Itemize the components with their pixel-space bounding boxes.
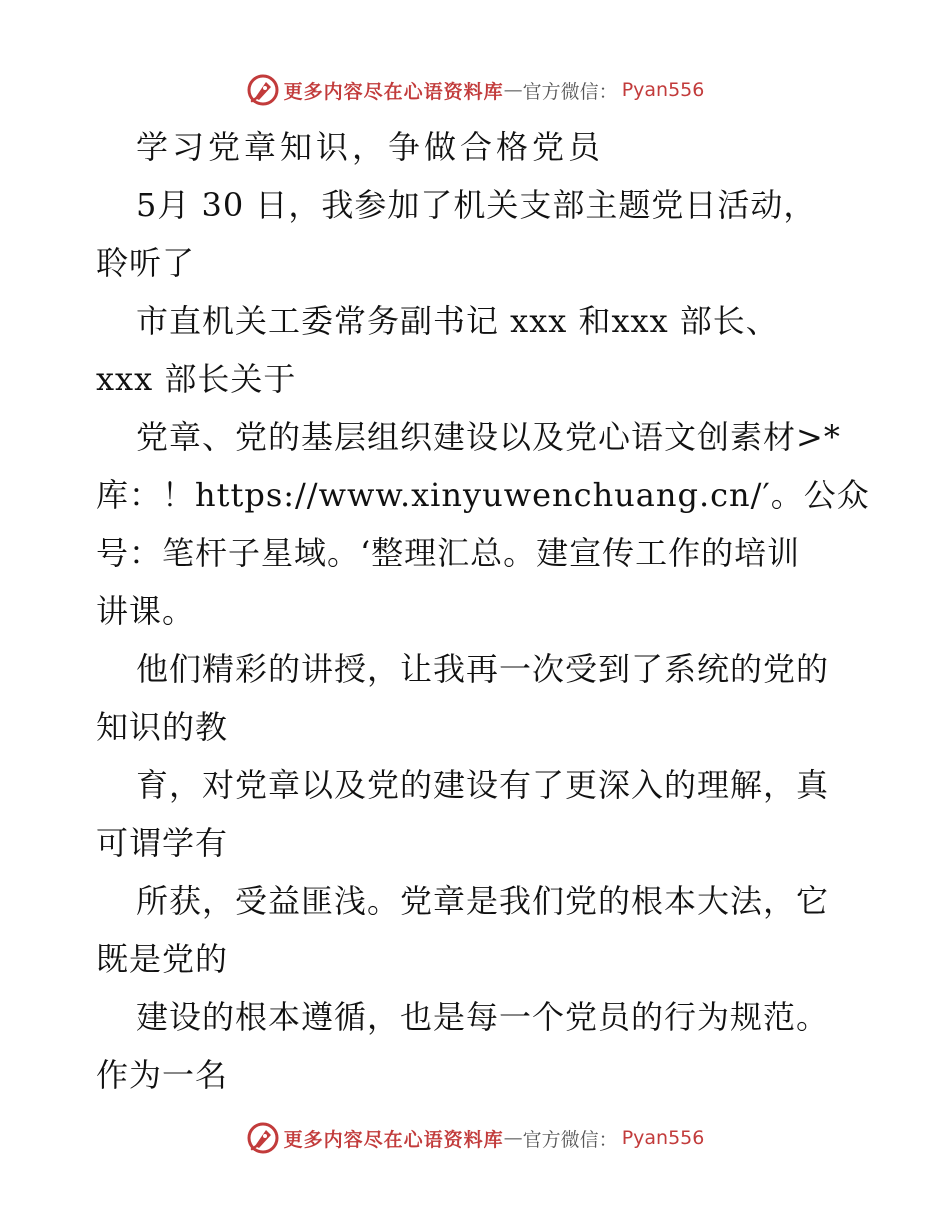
header-banner: [0, 70, 950, 110]
paragraph-line: 讲课。: [96, 592, 196, 630]
paragraph-line: 育，对党章以及党的建设有了更深入的理解，真: [136, 766, 830, 804]
paragraph-line: 5月 30 日，我参加了机关支部主题党日活动，: [136, 186, 817, 224]
banner-main-text: 更多内容尽在心语资料库: [283, 80, 504, 103]
pen-nib-logo-icon: [246, 73, 280, 107]
paragraph-line: 可谓学有: [96, 824, 229, 862]
paragraph-line: 所获，受益匪浅。党章是我们党的根本大法，它: [136, 882, 830, 920]
paragraph-line: 号：笔杆子星域。‘整理汇总。建宣传工作的培训: [96, 534, 801, 572]
banner-separator: —: [503, 79, 523, 101]
banner-wechat-id: Pyan556: [621, 1127, 705, 1149]
paragraph-line: 既是党的: [96, 940, 229, 978]
paragraph-line: 党章、党的基层组织建设以及党心语文创素材>*: [136, 418, 841, 456]
banner-separator: —: [503, 1127, 523, 1149]
banner-main-text: 更多内容尽在心语资料库: [283, 1128, 504, 1151]
paragraph-line: 知识的教: [96, 708, 229, 746]
paragraph-line: xxx 部长关于: [96, 360, 297, 398]
document-title: 学习党章知识，争做合格党员: [136, 128, 605, 166]
paragraph-line: 建设的根本遵循，也是每一个党员的行为规范。: [136, 998, 830, 1036]
footer-banner: [0, 1118, 950, 1158]
banner-wechat-id: Pyan556: [621, 79, 705, 101]
paragraph-line: 聆听了: [96, 244, 196, 282]
pen-nib-logo-icon: [246, 1121, 280, 1155]
paragraph-line: 他们精彩的讲授，让我再一次受到了系统的党的: [136, 650, 830, 688]
paragraph-line: 库：！https://www.xinyuwenchuang.cn/′。公众: [96, 476, 870, 514]
banner-wechat-label: 官方微信：: [522, 80, 618, 103]
paragraph-line: 市直机关工委常务副书记 xxx 和xxx 部长、: [136, 302, 779, 340]
paragraph-line: 作为一名: [96, 1056, 229, 1094]
document-body: [96, 118, 870, 1104]
banner-wechat-label: 官方微信：: [522, 1128, 618, 1151]
